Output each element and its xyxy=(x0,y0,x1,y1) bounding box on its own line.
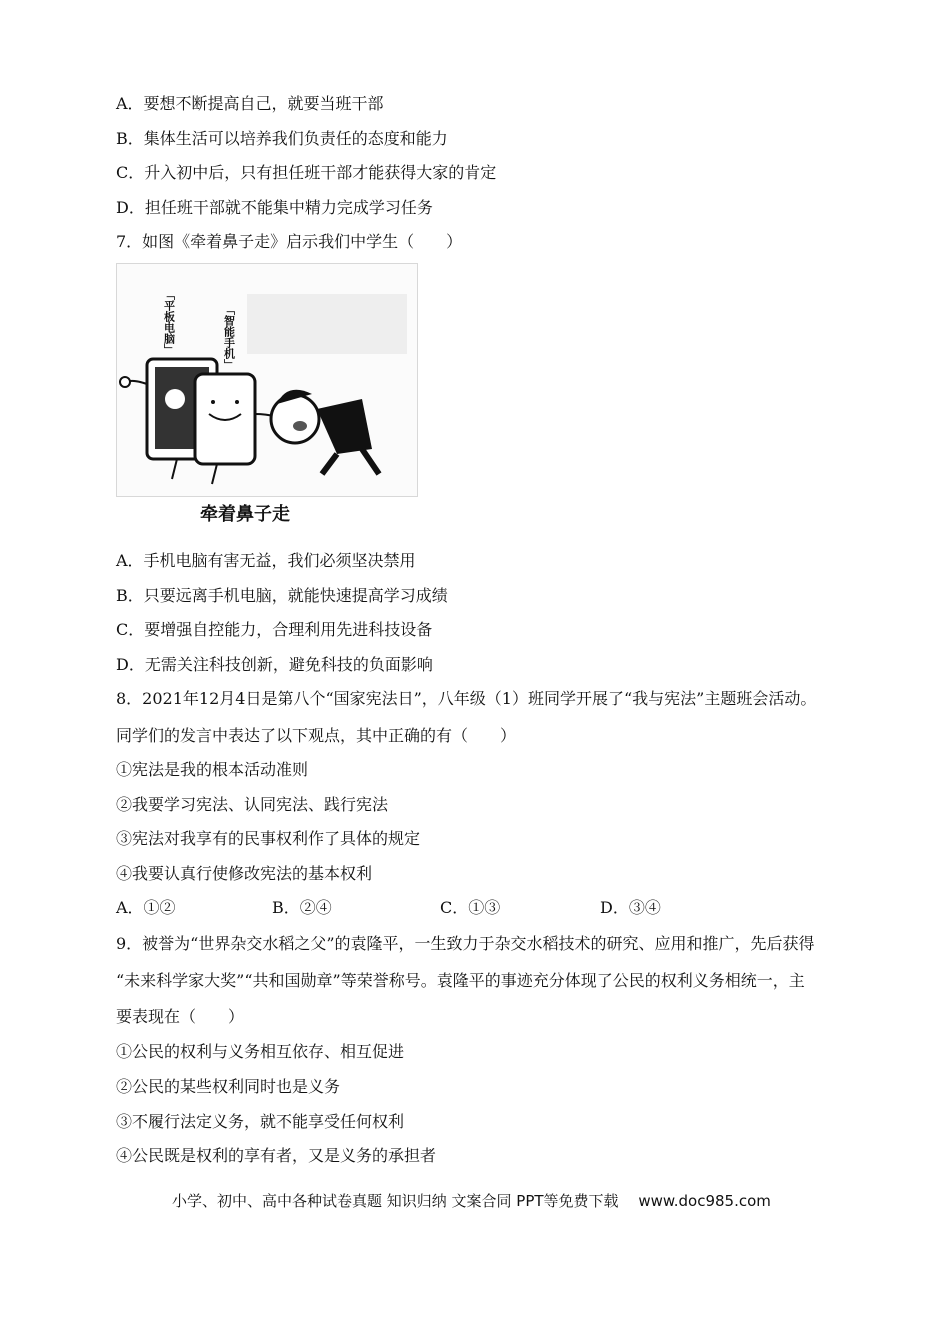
q8-statement-1: ①宪法是我的根本活动准则 xyxy=(116,760,309,779)
q8-stem-line2: 同学们的发言中表达了以下观点，其中正确的有（ ） xyxy=(116,726,517,745)
phone-label: 「智能手机」 xyxy=(222,304,236,370)
q9-stem-line2: “未来科学家大奖”“共和国勋章”等荣誉称号。袁隆平的事迹充分体现了公民的权利义务相统一，主 xyxy=(116,971,805,990)
cartoon-illustration xyxy=(117,264,417,496)
q6-option-d: D．担任班干部就不能集中精力完成学习任务 xyxy=(116,198,433,217)
q8-statement-2: ②我要学习宪法、认同宪法、践行宪法 xyxy=(116,795,389,814)
q7-option-b: B．只要远离手机电脑，就能快速提高学习成绩 xyxy=(116,586,448,605)
q8-stem-line1: 8．2021年12月4日是第八个“国家宪法日”，八年级（1）班同学开展了“我与宪法”主题班会活动。 xyxy=(116,689,817,708)
q8-choice-b: B．②④ xyxy=(272,898,332,917)
q9-stem-line1: 9．被誉为“世界杂交水稻之父”的袁隆平，一生致力于杂交水稻技术的研究、应用和推广，先后获得 xyxy=(116,934,815,953)
q8-statement-4: ④我要认真行使修改宪法的基本权利 xyxy=(116,864,373,883)
q6-option-c: C．升入初中后，只有担任班干部才能获得大家的肯定 xyxy=(116,163,497,182)
q7-option-a: A．手机电脑有害无益，我们必须坚决禁用 xyxy=(116,551,416,570)
q6-option-a: A．要想不断提高自己，就要当班干部 xyxy=(116,94,384,113)
cartoon-caption: 牵着鼻子走 xyxy=(200,504,290,525)
q8-choices xyxy=(116,898,716,918)
q7-option-d: D．无需关注科技创新，避免科技的负面影响 xyxy=(116,655,433,674)
q7-stem: 7．如图《牵着鼻子走》启示我们中学生（ ） xyxy=(116,232,463,251)
q9-statement-2: ②公民的某些权利同时也是义务 xyxy=(116,1077,341,1096)
page-footer: 小学、初中、高中各种试卷真题 知识归纳 文案合同 PPT等免费下载 www.doc985.com xyxy=(172,1192,771,1210)
q8-choice-d: D．③④ xyxy=(600,898,661,917)
tablet-label: 「平板电脑」 xyxy=(162,289,176,355)
q9-statement-1: ①公民的权利与义务相互依存、相互促进 xyxy=(116,1042,405,1061)
q8-choice-a: A．①② xyxy=(116,898,176,917)
q6-option-b: B．集体生活可以培养我们负责任的态度和能力 xyxy=(116,129,448,148)
q9-statement-4: ④公民既是权利的享有者，又是义务的承担者 xyxy=(116,1146,437,1165)
q7-option-c: C．要增强自控能力，合理利用先进科技设备 xyxy=(116,620,433,639)
q8-choice-c: C．①③ xyxy=(440,898,501,917)
cartoon-image xyxy=(116,263,418,497)
q9-statement-3: ③不履行法定义务，就不能享受任何权利 xyxy=(116,1112,405,1131)
q8-statement-3: ③宪法对我享有的民事权利作了具体的规定 xyxy=(116,829,421,848)
q9-stem-line3: 要表现在（ ） xyxy=(116,1007,245,1026)
